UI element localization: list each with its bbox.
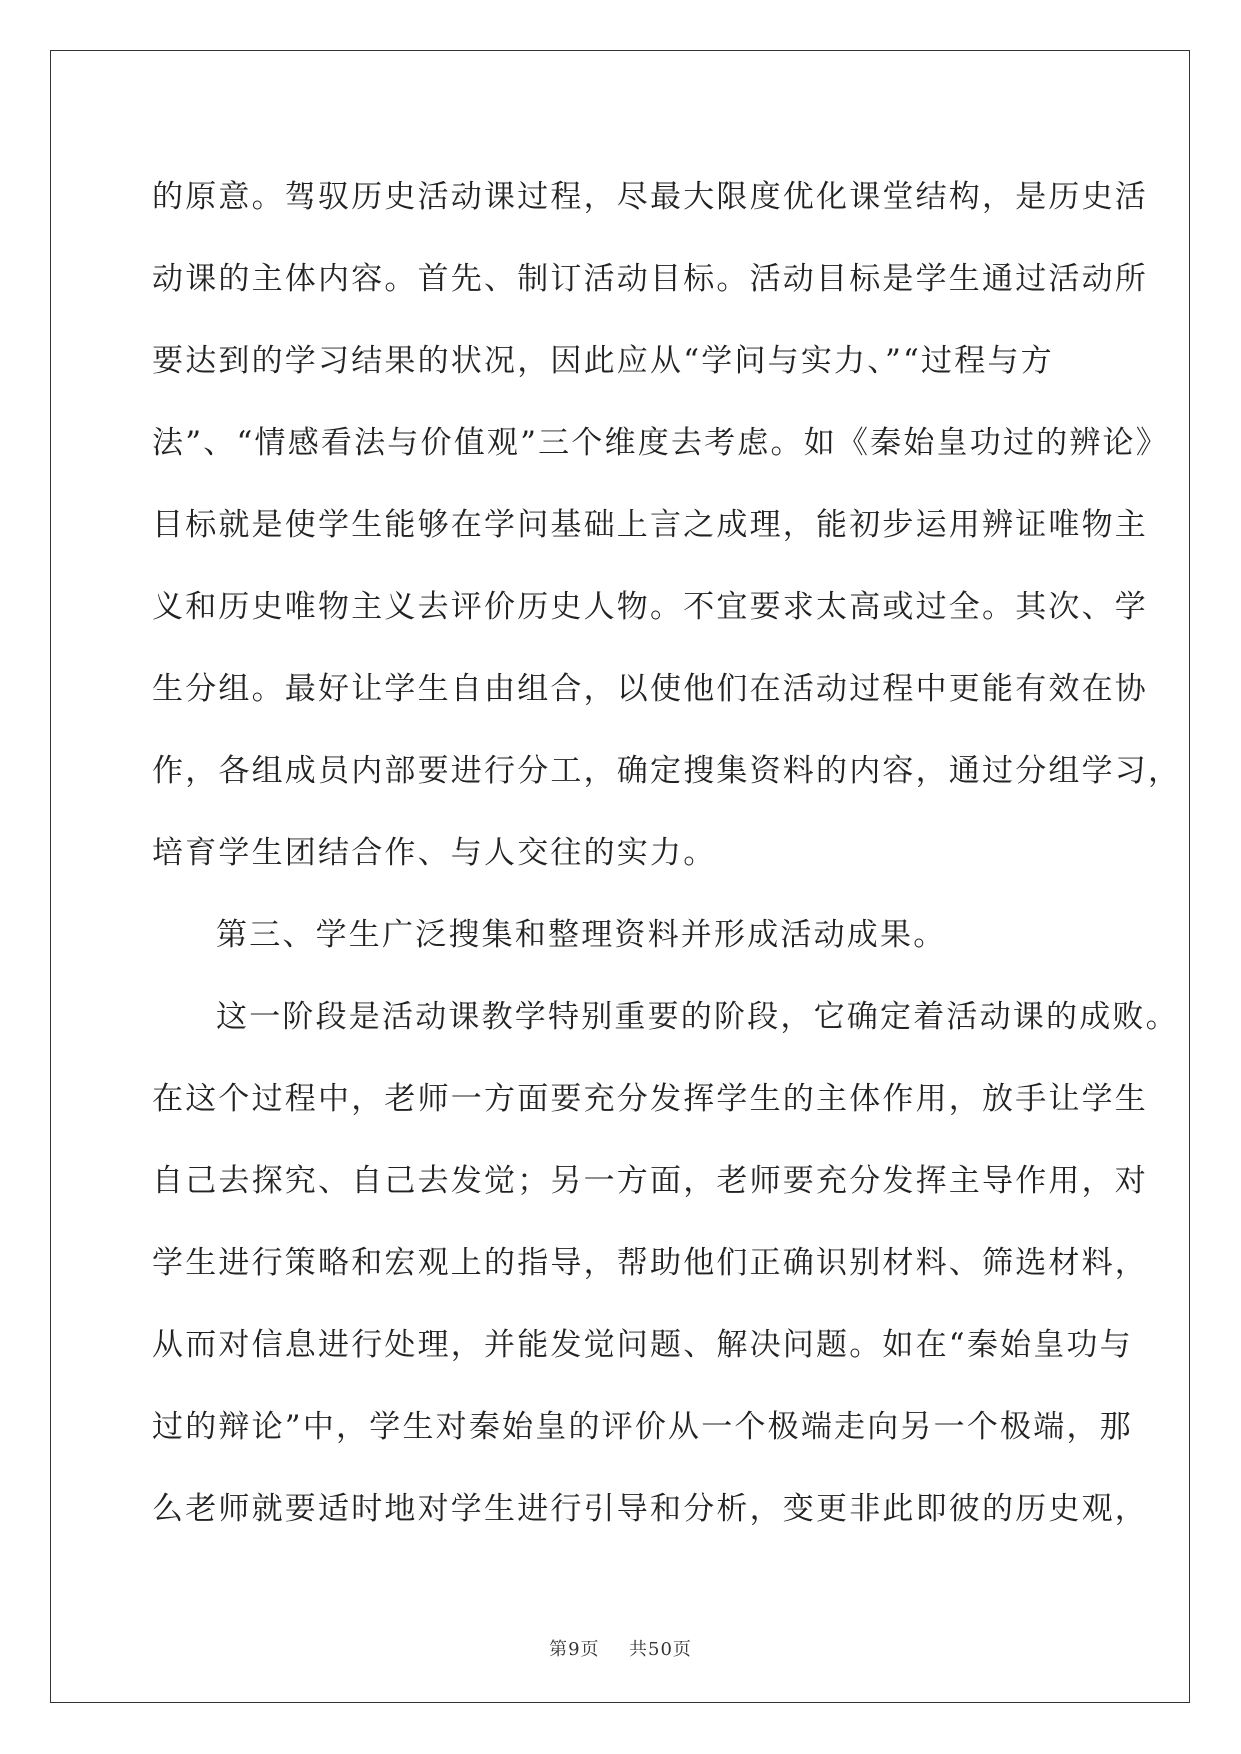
document-body [152,156,1182,1550]
text-line: 的原意。驾驭历史活动课过程，尽最大限度优化课堂结构，是历史活 [152,179,1148,215]
text-line: 在这个过程中，老师一方面要充分发挥学生的主体作用，放手让学生 [152,1081,1148,1117]
text-line: 么老师就要适时地对学生进行引导和分析，变更非此即彼的历史观， [152,1491,1148,1527]
text-line: 目标就是使学生能够在学问基础上言之成理，能初步运用辨证唯物主 [152,507,1148,543]
text-line: 义和历史唯物主义去评价历史人物。不宜要求太高或过全。其次、学 [152,589,1148,625]
text-line: 学生进行策略和宏观上的指导，帮助他们正确识别材料、筛选材料， [152,1245,1148,1281]
text-line: 培育学生团结合作、与人交往的实力。 [152,835,717,871]
page-total: 共50页 [629,1639,692,1660]
paragraph-heading: 第三、学生广泛搜集和整理资料并形成活动成果。 [216,917,947,953]
text-line: 法”、“情感看法与价值观”三个维度去考虑。如《秦始皇功过的辨论》 [152,425,1169,461]
text-line: 生分组。最好让学生自由组合，以使他们在活动过程中更能有效在协 [152,671,1148,707]
text-line: 动课的主体内容。首先、制订活动目标。活动目标是学生通过活动所 [152,261,1148,297]
page-number: 第9页 [549,1639,600,1660]
text-line: 自己去探究、自己去发觉；另一方面，老师要充分发挥主导作用，对 [152,1163,1148,1199]
page-footer [0,1635,1241,1661]
text-line: 过的辩论”中，学生对秦始皇的评价从一个极端走向另一个极端，那 [152,1409,1133,1445]
text-line: 要达到的学习结果的状况，因此应从“学问与实力、”“过程与方 [152,343,1054,379]
text-line: 从而对信息进行处理，并能发觉问题、解决问题。如在“秦始皇功与 [152,1327,1133,1363]
text-line: 作，各组成员内部要进行分工，确定搜集资料的内容，通过分组学习， [152,753,1182,789]
text-line: 这一阶段是活动课教学特别重要的阶段，它确定着活动课的成败。 [216,999,1179,1035]
